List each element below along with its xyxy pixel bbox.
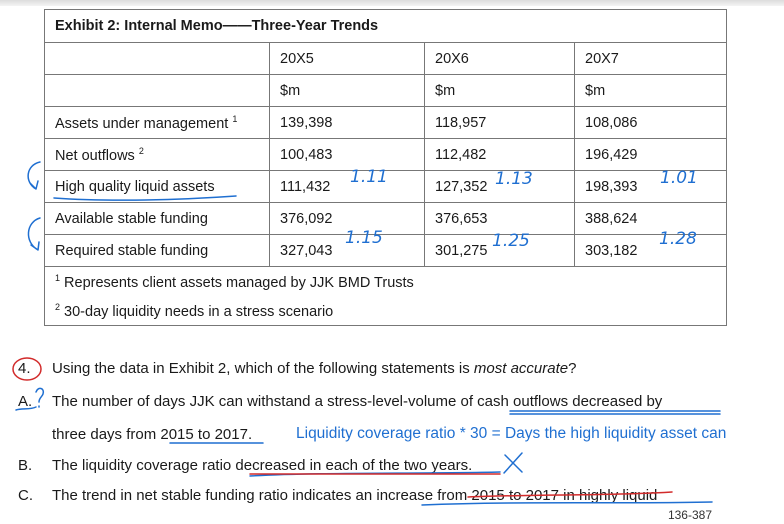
handwritten-ratio: 1.25: [492, 231, 530, 251]
handwritten-ratio: 1.28: [659, 229, 697, 249]
footnote-mark: 1: [232, 113, 238, 124]
row-label: Available stable funding: [45, 203, 270, 235]
table-cell: 111,432: [270, 171, 425, 203]
table-cell: 388,624: [575, 203, 727, 235]
table-cell: 327,043: [270, 235, 425, 267]
footnote: $^1$ Represents client assets managed by JJK BMD Trusts: [45, 267, 727, 297]
footnote-mark: 2: [138, 145, 144, 156]
handwritten-ratio: 1.13: [495, 169, 533, 189]
option-c-line1: The trend in net stable funding ratio indicates an increase from 2015 to 2017 in highly liquid: [52, 487, 658, 504]
strikethrough-mark: [468, 492, 672, 497]
row-label: Assets under management $^1$: [45, 107, 270, 139]
handwritten-ratio: 1.01: [660, 168, 698, 188]
table-cell: 100,483: [270, 139, 425, 171]
table-cell: 139,398: [270, 107, 425, 139]
footnote: $^2$ 30-day liquidity needs in a stress scenario: [45, 296, 727, 326]
underline-mark: [54, 196, 236, 200]
bracket-arrow-mark: [28, 218, 40, 250]
row-label: Net outflows $^2$: [45, 139, 270, 171]
underline-mark: [422, 502, 712, 505]
table-cell: 108,086: [575, 107, 727, 139]
table-cell: 196,429: [575, 139, 727, 171]
table-cell: 198,393: [575, 171, 727, 203]
table-cell: 118,957: [425, 107, 575, 139]
table-cell: 112,482: [425, 139, 575, 171]
year-header: 20X7: [575, 43, 727, 75]
row-label: High quality liquid assets: [45, 171, 270, 203]
handwritten-ratio: 1.11: [350, 167, 388, 187]
question-number: 4.: [18, 360, 31, 377]
handwritten-ratio: 1.15: [345, 228, 383, 248]
option-a-line1: The number of days JJK can withstand a stress-level-volume of cash outflows decreased by: [52, 393, 663, 410]
option-label: B.: [18, 457, 33, 474]
table-cell: 301,275: [425, 235, 575, 267]
table-cell: 376,653: [425, 203, 575, 235]
unit-header: $m: [270, 75, 425, 107]
option-label: A.: [18, 393, 33, 410]
question-emphasis: most accurate: [473, 360, 569, 377]
footnote-mark: 1: [55, 272, 61, 283]
bracket-arrow-mark: [28, 162, 40, 189]
table-cell: 376,092: [270, 203, 425, 235]
table-cell: 127,352: [425, 171, 575, 203]
option-label: C.: [18, 487, 33, 504]
option-b-line1: The liquidity coverage ratio decreased in each of the two years.: [52, 457, 473, 474]
handwritten-note: Liquidity coverage ratio * 30 = Days the high liquidity asset can: [296, 425, 727, 442]
unit-header: $m: [425, 75, 575, 107]
underline-mark: [16, 407, 36, 410]
question-stem: Using the data in Exhibit 2, which of the following statements is most accurate?: [52, 360, 577, 377]
table-cell: 303,182: [575, 235, 727, 267]
question-mark: [36, 388, 43, 407]
year-header: 20X5: [270, 43, 425, 75]
unit-header: $m: [575, 75, 727, 107]
page-number: 136-387: [667, 508, 712, 522]
exhibit-title: Exhibit 2: Internal Memo——Three-Year Trends: [45, 10, 727, 43]
row-label: Required stable funding: [45, 235, 270, 267]
circle-mark: [13, 358, 41, 380]
cross-mark: [504, 453, 522, 473]
option-a-line2: three days from 2015 to 2017.: [52, 426, 253, 443]
year-header: 20X6: [425, 43, 575, 75]
footnote-mark: 2: [55, 301, 61, 312]
